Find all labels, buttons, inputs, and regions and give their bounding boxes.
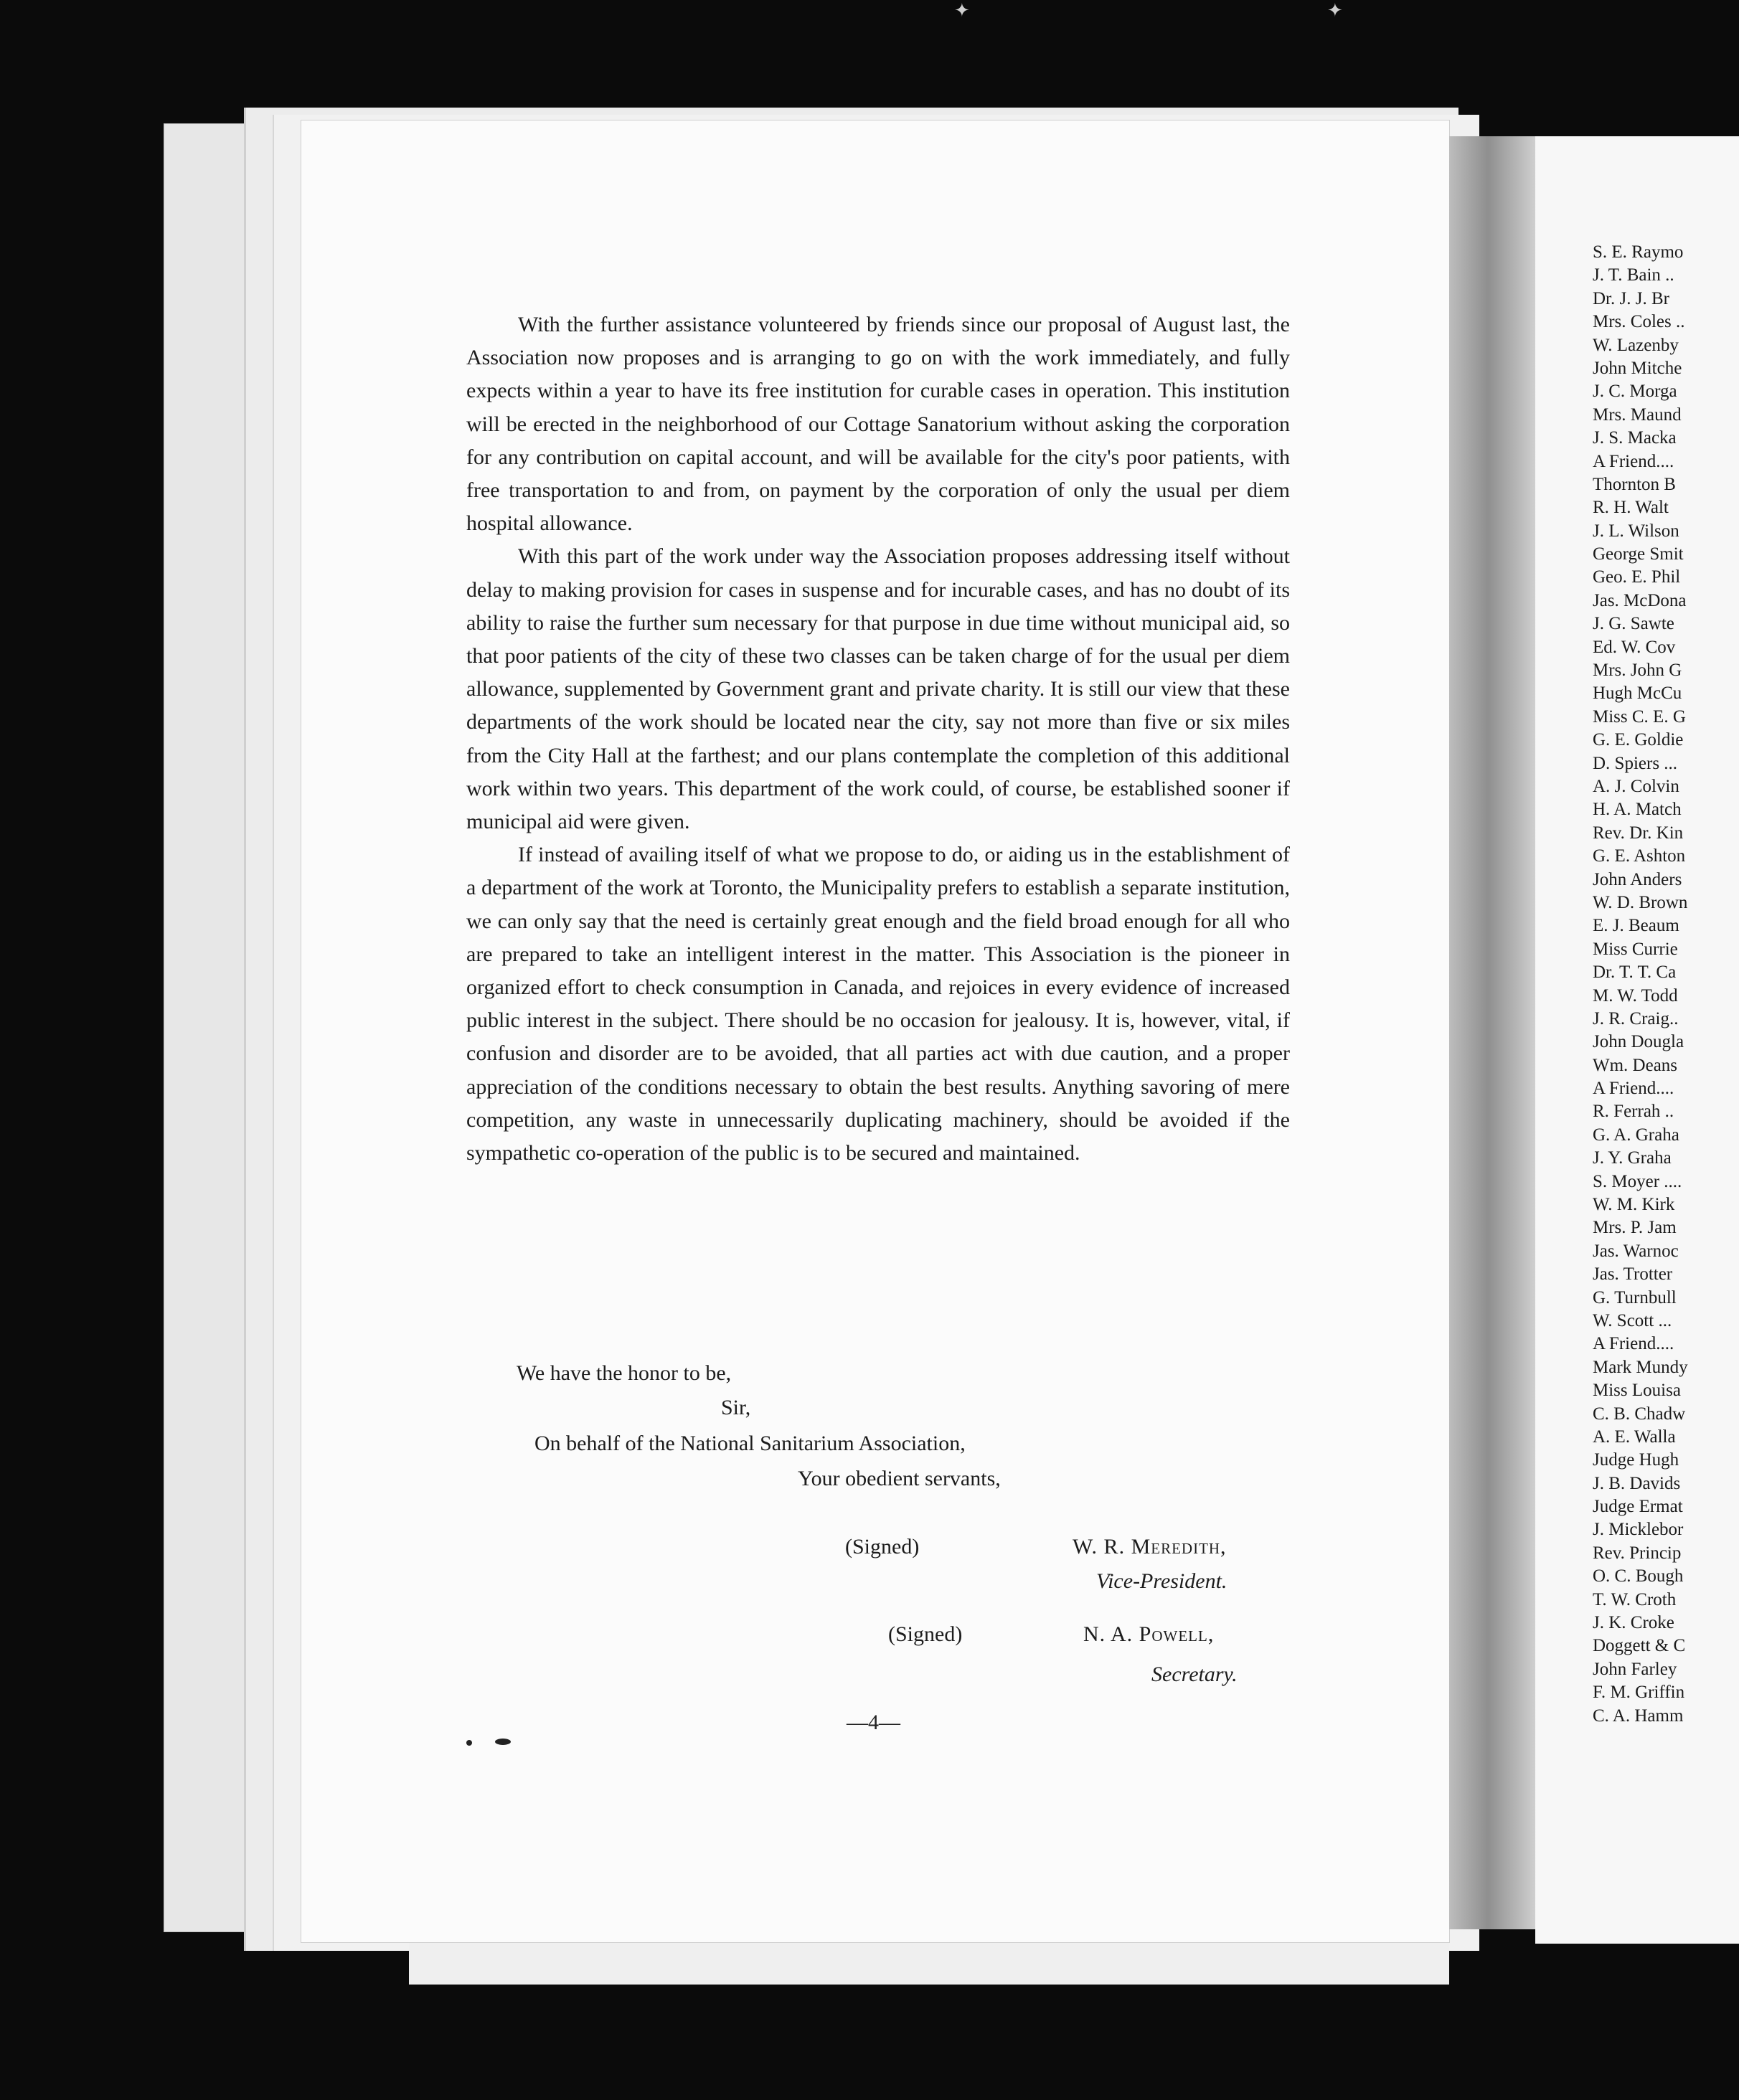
name-list-item: T. W. Croth — [1593, 1589, 1677, 1609]
name-list-item: J. S. Macka — [1593, 428, 1677, 448]
page-number: —4— — [847, 1711, 900, 1734]
name-list-item: Doggett & C — [1593, 1636, 1686, 1656]
letter-paragraph: With the further assistance volunteered by friends since our proposal of August last, the Association now proposes and is arranging to go on with the work immediately, and fully expects within a year to have its free institution for curable cases in operation. This institution will be erected in the neighborhood of our Cottage Sanatorium without asking the corporation for any contribution on capital account, and will be available for the city's poor patients, with free transportation to and from, on payment by the corporation of only the usual per diem hospital allowance. — [466, 313, 1290, 536]
letter-paragraph: With this part of the work under way the Association proposes addressing itself without delay to making provision for cases in suspense and for incurable cases, and has no doubt of its ability to raise the further sum necessary for that purpose in due time without municipal aid, so that poor patients of the city of these two classes can be taken charge of for the usual per diem allowance, supplemented by Government grant and private charity. It is still our view that these departments of the work should be located near the city, say not more than five or six miles from the City Hall at the farthest; and our plans contemplate the completion of this additional work within two years. This department of the work could, of course, be established sooner if municipal aid were given. — [466, 544, 1290, 834]
name-list-item: C. A. Hamm — [1593, 1706, 1684, 1726]
name-list-item: John Mitche — [1593, 358, 1682, 378]
closing-honor: We have the honor to be, — [517, 1361, 732, 1385]
name-list-item: Jas. McDona — [1593, 590, 1687, 610]
name-list-item: G. Turnbull — [1593, 1287, 1677, 1307]
name-list-item: Hugh McCu — [1593, 684, 1682, 704]
name-list-item: J. R. Craig.. — [1593, 1008, 1679, 1028]
name-list-item: W. M. Kirk — [1593, 1195, 1675, 1215]
name-list-item: John Farley — [1593, 1659, 1677, 1679]
name-list-item: Judge Hugh — [1593, 1450, 1679, 1470]
name-list-item: S. Moyer .... — [1593, 1171, 1682, 1191]
name-list-item: George Smit — [1593, 544, 1684, 564]
name-list-item: Judge Ermat — [1593, 1497, 1683, 1517]
name-list-item: Dr. J. J. Br — [1593, 288, 1669, 308]
name-list-item: J. L. Wilson — [1593, 521, 1679, 541]
closing-salutation: Sir, — [721, 1396, 751, 1419]
name-list-item: Mrs. P. Jam — [1593, 1218, 1677, 1238]
letter-body — [466, 308, 1290, 1170]
name-list-item: A Friend.... — [1593, 1079, 1674, 1099]
name-list-item: H. A. Match — [1593, 800, 1682, 820]
name-list-item: W. Lazenby — [1593, 335, 1679, 355]
name-list-item: S. E. Raymo — [1593, 242, 1684, 262]
name-list-item: Dr. T. T. Ca — [1593, 962, 1677, 983]
page-bottom-edge — [409, 1942, 1449, 1985]
name-list-item: F. M. Griffin — [1593, 1683, 1685, 1703]
name-list-item: Rev. Princip — [1593, 1543, 1682, 1563]
name-list-item: Miss Louisa — [1593, 1381, 1681, 1401]
name-list-item: J. C. Morga — [1593, 382, 1677, 402]
name-list-item: Mark Mundy — [1593, 1357, 1688, 1377]
name-list-item: John Anders — [1593, 869, 1682, 889]
scan-mark-icon: ✦ — [1327, 0, 1343, 22]
closing-servants: Your obedient servants, — [798, 1467, 1001, 1490]
name-list-item: E. J. Beaum — [1593, 916, 1679, 936]
name-list-item: W. Scott ... — [1593, 1310, 1672, 1330]
name-list-item: J. Y. Graha — [1593, 1148, 1672, 1168]
name-list-item: J. B. Davids — [1593, 1473, 1681, 1493]
book-spine — [1449, 136, 1535, 1929]
name-list-item: Jas. Warnoc — [1593, 1241, 1679, 1261]
signatory-name: N. A. Powell, — [1083, 1622, 1215, 1646]
name-list-item: A. E. Walla — [1593, 1427, 1676, 1447]
name-list-item: Rev. Dr. Kin — [1593, 823, 1684, 843]
name-list-item: C. B. Chadw — [1593, 1404, 1686, 1424]
name-list-item: R. Ferrah .. — [1593, 1102, 1674, 1122]
name-list-item: A Friend.... — [1593, 1334, 1674, 1354]
name-list-item: A Friend.... — [1593, 451, 1674, 471]
name-list-item: Mrs. John G — [1593, 661, 1682, 681]
signatory-title: Vice-President. — [1096, 1569, 1227, 1593]
closing-on-behalf: On behalf of the National Sanitarium Association, — [534, 1432, 966, 1455]
name-list-item: O. C. Bough — [1593, 1566, 1684, 1586]
name-list-item: Wm. Deans — [1593, 1055, 1678, 1075]
name-list-item: G. A. Graha — [1593, 1125, 1679, 1145]
letter-paragraph: If instead of availing itself of what we propose to do, or aiding us in the establishment of a department of the work at Toronto, the Municipality prefers to establish a separate institution, we can only say that the need is certainly great enough and the field broad enough for all who are prepared to take an intelligent interest in the matter. This Association is the pioneer in organized effort to check consumption in Canada, and rejoices in every evidence of increased public interest in the subject. There should be no occasion for jealousy. It is, however, vital, if confusion and disorder are to be avoided, that all parties act with due caution, and a proper appreciation of the conditions necessary to obtain the best results. Anything savoring of mere competition, any waste in unnecessarily duplicating machinery, should be avoided if the sympathetic co-operation of the public is to be secured and maintained. — [466, 843, 1290, 1165]
name-list-item: M. W. Todd — [1593, 985, 1678, 1006]
signatory-title: Secretary. — [1151, 1662, 1238, 1686]
ink-speck — [466, 1740, 472, 1746]
name-list-item: R. H. Walt — [1593, 498, 1669, 518]
signed-label: (Signed) — [845, 1535, 920, 1559]
name-list-item: J. G. Sawte — [1593, 614, 1674, 634]
name-list-item: Miss C. E. G — [1593, 706, 1686, 727]
name-list-item: J. K. Croke — [1593, 1613, 1674, 1633]
name-list-item: Thornton B — [1593, 474, 1676, 494]
name-list-item: W. D. Brown — [1593, 892, 1688, 912]
name-list-item: Mrs. Coles .. — [1593, 312, 1685, 332]
name-list-item: J. Micklebor — [1593, 1520, 1684, 1540]
name-list-item: Mrs. Maund — [1593, 405, 1682, 425]
name-list-item: Jas. Trotter — [1593, 1264, 1673, 1285]
name-list-item: Ed. W. Cov — [1593, 637, 1676, 657]
signatory-name: W. R. Meredith, — [1073, 1535, 1227, 1559]
name-list-item: G. E. Ashton — [1593, 846, 1686, 866]
name-list-item: A. J. Colvin — [1593, 776, 1679, 796]
scan-mark-icon: ✦ — [954, 0, 970, 22]
name-list-item: D. Spiers ... — [1593, 753, 1678, 773]
name-list-item: Geo. E. Phil — [1593, 567, 1681, 587]
name-list-item: John Dougla — [1593, 1032, 1684, 1052]
name-list-item: Miss Currie — [1593, 939, 1678, 959]
signed-label: (Signed) — [888, 1622, 963, 1646]
name-list-item: J. T. Bain .. — [1593, 265, 1674, 285]
name-list-item: G. E. Goldie — [1593, 730, 1684, 750]
ink-speck — [495, 1739, 511, 1745]
